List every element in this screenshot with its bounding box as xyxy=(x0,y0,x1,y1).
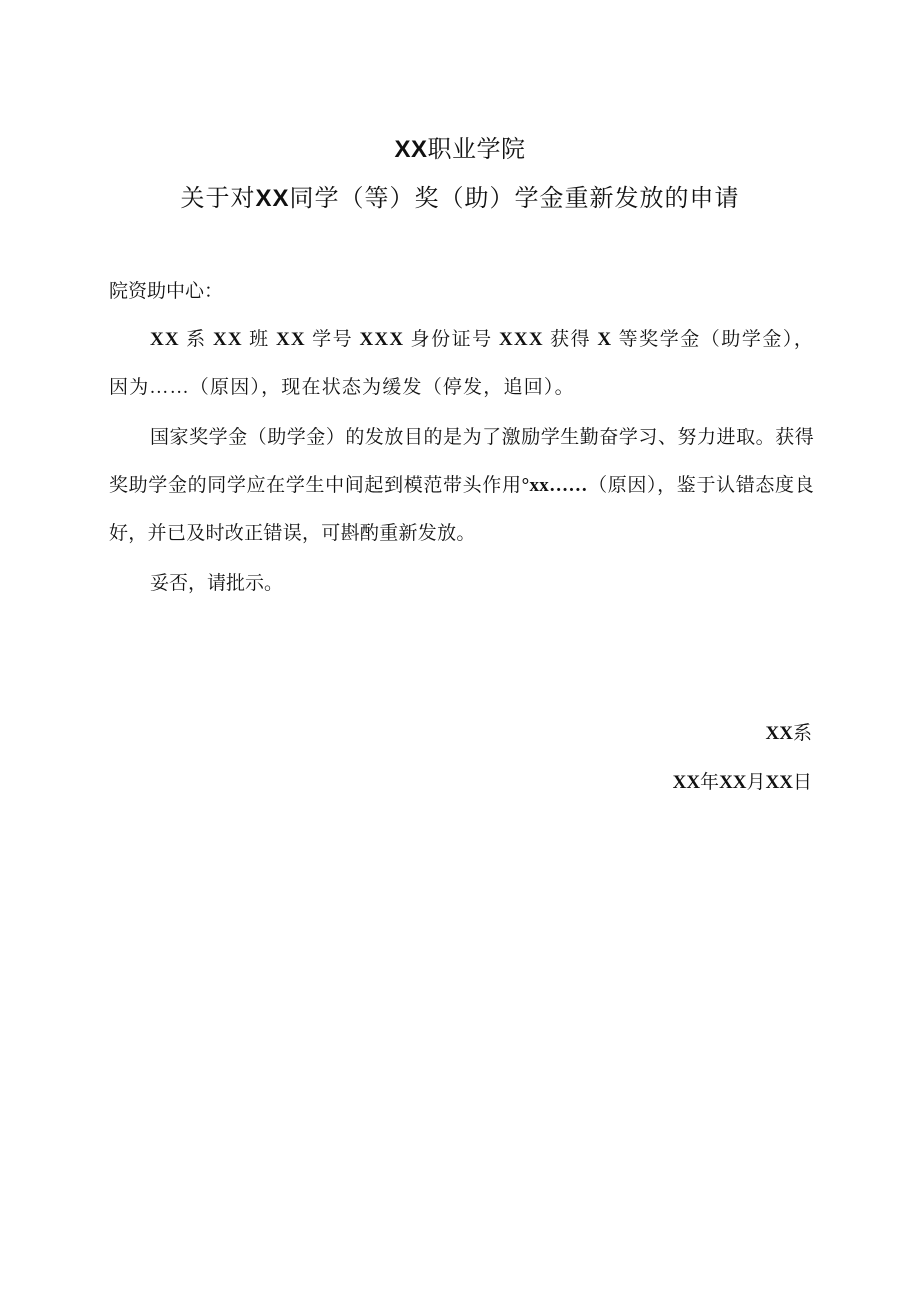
dept-placeholder: XX xyxy=(150,329,180,350)
institution-name-placeholder: XX xyxy=(394,136,428,163)
reason-text-1: 国家奖学金（助学金）的发放目的是为了激励学生勤奋学习、努力进取。获得奖助学金的同学应在学生中间起到模范带头作用 xyxy=(109,427,814,496)
signature-department xyxy=(766,718,812,750)
salutation: 院资助中心： xyxy=(109,281,224,302)
document-title-prefix: 关于对 xyxy=(180,185,256,212)
name-placeholder: XX xyxy=(275,329,306,350)
signature-dept-placeholder: XX xyxy=(765,723,793,744)
class-label: 班 xyxy=(249,329,270,350)
id-card-label: 身份证号 xyxy=(410,329,493,350)
paragraph-student-info xyxy=(109,316,814,412)
institution-name-rest: 职业学院 xyxy=(427,136,526,163)
date-year-unit: 年 xyxy=(700,772,720,793)
signature-date xyxy=(673,767,812,799)
document-title-student-placeholder: XX xyxy=(255,185,290,212)
obtained-label: 获得 xyxy=(550,329,592,350)
reason-placeholder: °xx…… xyxy=(521,475,588,496)
student-id-placeholder: XXX xyxy=(359,329,405,350)
reason-text-2: （原因），鉴于认错态度良好，并已及时改正错误，可斟酌重新发放。 xyxy=(109,475,814,544)
class-placeholder: XX xyxy=(212,329,243,350)
dept-label: 系 xyxy=(186,329,207,350)
id-card-placeholder: XXX xyxy=(498,329,544,350)
date-month-placeholder: XX xyxy=(719,772,747,793)
date-day-placeholder: XX xyxy=(765,772,793,793)
student-id-label: 学号 xyxy=(312,329,354,350)
date-year-placeholder: XX xyxy=(672,772,701,793)
document-title-rest: 同学（等）奖（助）学金重新发放的申请 xyxy=(289,185,740,212)
date-day-unit: 日 xyxy=(792,772,812,793)
paragraph-closing: 妥否，请批示。 xyxy=(150,573,284,594)
scholarship-status-text: 等奖学金（助学金），因为……（原因），现在状态为缓发（停发，追回）。 xyxy=(109,329,815,398)
signature-dept-label: 系 xyxy=(792,723,812,744)
grade-placeholder: X xyxy=(597,329,613,350)
date-month-unit: 月 xyxy=(746,772,766,793)
document-title xyxy=(0,183,920,215)
paragraph-reason xyxy=(109,414,814,558)
institution-title xyxy=(0,134,920,166)
